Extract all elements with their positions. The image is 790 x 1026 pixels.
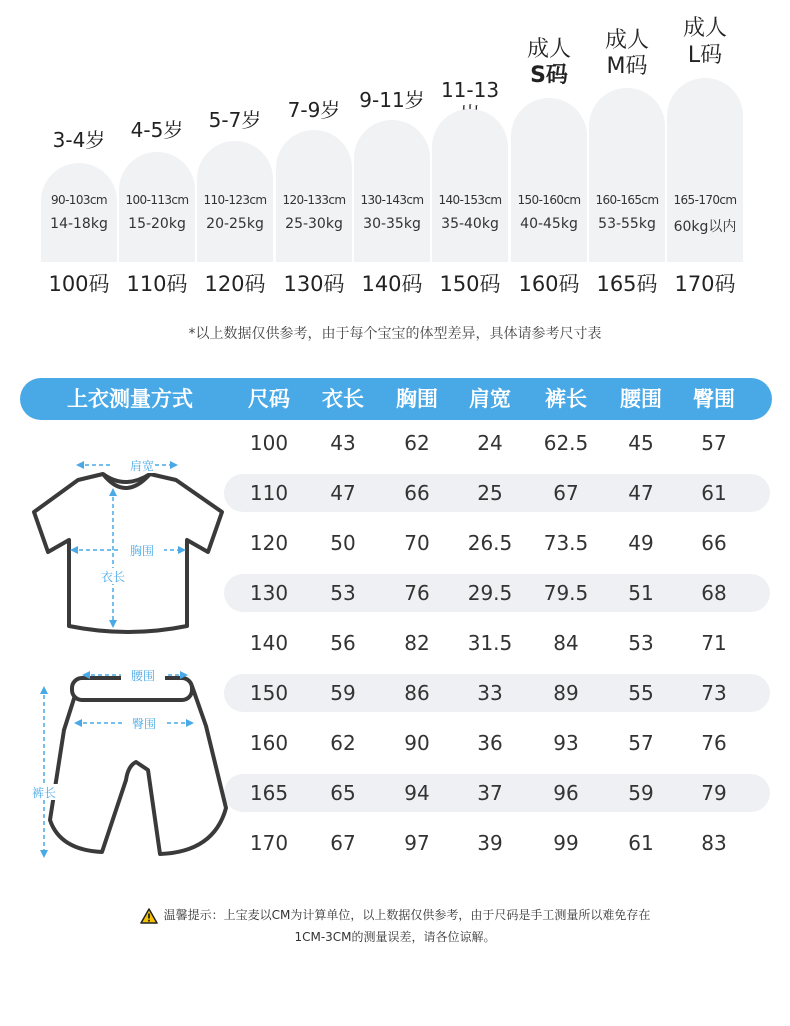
size-code: 165码	[596, 272, 658, 296]
table-cell: 57	[701, 431, 727, 455]
table-cell: 62.5	[543, 431, 589, 455]
weight-range: 20-25kg	[206, 216, 264, 232]
column-header: 肩宽	[469, 387, 511, 411]
size-code: 110码	[126, 272, 188, 296]
weight-range: 15-20kg	[128, 216, 186, 232]
table-cell: 55	[628, 681, 654, 705]
waist-label: 腰围	[130, 669, 156, 683]
chest-label: 胸围	[129, 544, 155, 558]
age-label: 5-7岁	[208, 108, 262, 132]
table-cell: 31.5	[467, 631, 513, 655]
table-cell: 110	[249, 481, 289, 505]
table-row	[224, 624, 770, 662]
height-range: 165-170cm	[673, 193, 737, 207]
table-cell: 165	[249, 781, 289, 805]
table-cell: 79.5	[543, 581, 589, 605]
column-header: 裤长	[545, 387, 587, 411]
measurement-illustration	[0, 440, 230, 880]
age-label: 3-4岁	[52, 128, 106, 152]
table-cell: 50	[330, 531, 356, 555]
table-cell: 37	[477, 781, 503, 805]
age-label: L码	[687, 43, 723, 68]
size-arch	[41, 163, 117, 262]
hip-label: 臀围	[131, 717, 157, 731]
pants-length-label: 裤长	[31, 786, 57, 800]
table-cell: 25	[477, 481, 503, 505]
size-code: 130码	[283, 272, 345, 296]
table-cell: 61	[701, 481, 727, 505]
table-row	[224, 774, 770, 812]
table-cell: 90	[404, 731, 430, 755]
pants-icon	[50, 686, 226, 854]
size-card	[511, 0, 587, 300]
reference-note: *以上数据仅供参考，由于每个宝宝的体型差异，具体请参考尺寸表	[188, 326, 602, 342]
size-card	[41, 0, 117, 300]
table-cell: 86	[404, 681, 430, 705]
table-cell: 170	[249, 831, 289, 855]
column-header: 胸围	[396, 387, 438, 411]
size-card	[197, 0, 273, 300]
weight-range: 40-45kg	[520, 216, 578, 232]
table-cell: 67	[553, 481, 579, 505]
table-cell: 120	[249, 531, 289, 555]
size-code: 100码	[48, 272, 110, 296]
table-cell: 45	[628, 431, 654, 455]
age-label: 4-5岁	[130, 118, 184, 142]
table-cell: 65	[330, 781, 356, 805]
table-cell: 68	[701, 581, 727, 605]
table-title: 上衣测量方式	[67, 387, 193, 411]
size-card	[589, 0, 665, 300]
size-code: 120码	[204, 272, 266, 296]
table-cell: 26.5	[467, 531, 513, 555]
age-label: S码	[530, 63, 568, 88]
table-cell: 89	[553, 681, 579, 705]
age-label: M码	[606, 54, 648, 79]
table-cell: 66	[404, 481, 430, 505]
height-range: 120-133cm	[282, 193, 346, 207]
height-range: 90-103cm	[51, 193, 107, 207]
age-label: 成人	[604, 28, 649, 53]
table-row	[224, 574, 770, 612]
height-range: 110-123cm	[203, 193, 267, 207]
warning-note	[0, 904, 790, 948]
table-cell: 160	[249, 731, 289, 755]
age-label: 成人	[682, 16, 727, 41]
warning-line	[0, 904, 790, 926]
age-label: 11-13	[440, 78, 500, 102]
table-cell: 73	[701, 681, 727, 705]
length-label: 衣长	[100, 570, 126, 584]
size-code: 150码	[439, 272, 501, 296]
table-cell: 94	[404, 781, 430, 805]
table-cell: 73.5	[543, 531, 589, 555]
table-row	[224, 824, 770, 862]
table-cell: 62	[404, 431, 430, 455]
table-cell: 140	[249, 631, 289, 655]
weight-range: 25-30kg	[285, 216, 343, 232]
table-cell: 99	[553, 831, 579, 855]
table-cell: 33	[477, 681, 503, 705]
table-cell: 53	[330, 581, 356, 605]
weight-range: 60kg以内	[673, 219, 737, 235]
table-cell: 93	[553, 731, 579, 755]
size-arch	[432, 109, 508, 262]
table-cell: 130	[249, 581, 289, 605]
column-header: 衣长	[322, 387, 364, 411]
warning-text-2: 1CM-3CM的测量误差，请各位谅解。	[294, 930, 496, 944]
height-range: 100-113cm	[125, 193, 189, 207]
table-cell: 56	[330, 631, 356, 655]
table-cell: 39	[477, 831, 503, 855]
size-card	[354, 0, 430, 300]
size-arch	[511, 98, 587, 262]
size-code: 160码	[518, 272, 580, 296]
table-cell: 70	[404, 531, 430, 555]
table-cell: 51	[628, 581, 654, 605]
table-cell: 79	[701, 781, 727, 805]
weight-range: 30-35kg	[363, 216, 421, 232]
table-cell: 53	[628, 631, 654, 655]
size-arch	[354, 120, 430, 262]
size-card	[667, 0, 743, 300]
table-row	[224, 524, 770, 562]
height-range: 160-165cm	[595, 193, 659, 207]
weight-range: 53-55kg	[598, 216, 656, 232]
table-cell: 24	[477, 431, 503, 455]
weight-range: 35-40kg	[441, 216, 499, 232]
column-header: 尺码	[248, 387, 290, 411]
size-card	[276, 0, 352, 300]
table-row	[224, 724, 770, 762]
warning-icon	[140, 908, 158, 924]
table-cell: 61	[628, 831, 654, 855]
size-code: 170码	[674, 272, 736, 296]
table-row	[224, 424, 770, 462]
height-range: 150-160cm	[517, 193, 581, 207]
table-cell: 29.5	[467, 581, 513, 605]
shoulder-label: 肩宽	[129, 459, 155, 473]
height-range: 130-143cm	[360, 193, 424, 207]
table-cell: 62	[330, 731, 356, 755]
age-label: 成人	[526, 37, 571, 62]
size-code: 140码	[361, 272, 423, 296]
size-card	[432, 0, 508, 300]
height-range: 140-153cm	[438, 193, 502, 207]
table-cell: 47	[330, 481, 356, 505]
table-cell: 82	[404, 631, 430, 655]
table-cell: 47	[628, 481, 654, 505]
warning-text-1: 温馨提示：上宝麦以CM为计算单位，以上数据仅供参考，由于尺码是手工测量所以难免存在	[163, 908, 651, 922]
table-cell: 100	[249, 431, 289, 455]
table-cell: 49	[628, 531, 654, 555]
table-cell: 96	[553, 781, 579, 805]
table-cell: 71	[701, 631, 727, 655]
table-cell: 59	[330, 681, 356, 705]
size-card	[119, 0, 195, 300]
column-header: 臀围	[693, 387, 735, 411]
size-arch	[119, 152, 195, 262]
table-cell: 76	[404, 581, 430, 605]
table-header	[20, 378, 772, 420]
age-label: 9-11岁	[359, 88, 425, 112]
table-cell: 67	[330, 831, 356, 855]
size-arch	[589, 88, 665, 262]
table-cell: 43	[330, 431, 356, 455]
table-row	[224, 474, 770, 512]
column-header: 腰围	[620, 387, 662, 411]
table-cell: 83	[701, 831, 727, 855]
table-cell: 57	[628, 731, 654, 755]
weight-range: 14-18kg	[50, 216, 108, 232]
table-row	[224, 674, 770, 712]
table-cell: 66	[701, 531, 727, 555]
table-cell: 97	[404, 831, 430, 855]
table-cell: 84	[553, 631, 579, 655]
table-cell: 36	[477, 731, 503, 755]
age-label: 7-9岁	[287, 98, 341, 122]
table-cell: 59	[628, 781, 654, 805]
table-cell: 150	[249, 681, 289, 705]
table-cell: 76	[701, 731, 727, 755]
